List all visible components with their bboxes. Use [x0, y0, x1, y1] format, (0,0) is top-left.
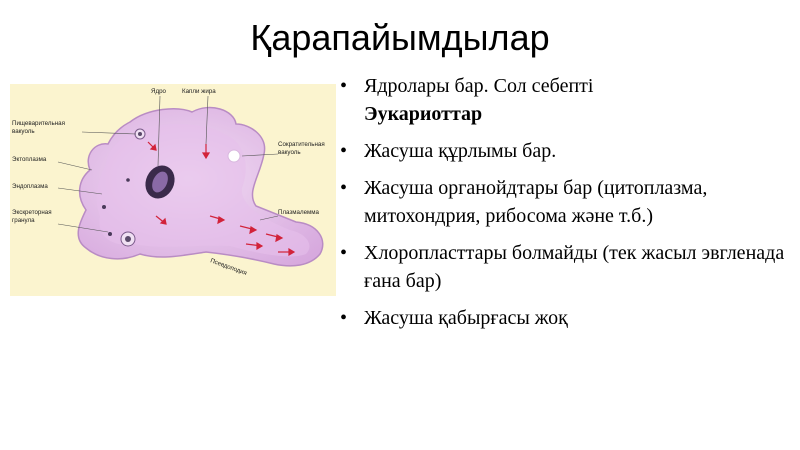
- bullet-item: [338, 304, 790, 332]
- label-pseudopodium: Псевдоподия: [209, 257, 248, 277]
- label-plasmalemma: Плазмалемма: [278, 209, 319, 216]
- label-contractile-vacuole-2: вакуоль: [278, 149, 301, 156]
- bullet-text: Жасуша қабырғасы жоқ: [364, 307, 568, 329]
- bullet-text: Хлоропласттары болмайды (тек жасыл эвгленада ғана бар): [364, 242, 785, 292]
- label-contractile-vacuole: Сократительная: [278, 141, 325, 148]
- amoeba-illustration: [10, 84, 336, 296]
- bullet-dot: •: [340, 75, 348, 97]
- label-fat-drops: Капли жира: [182, 88, 216, 95]
- bullet-item: [338, 239, 790, 295]
- amoeba-diagram: [10, 84, 336, 296]
- bullet-item: [338, 174, 790, 230]
- bullet-item: [338, 72, 790, 128]
- bullet-dot: •: [340, 242, 348, 264]
- bullet-list: [338, 72, 790, 341]
- bullet-dot: •: [340, 307, 348, 329]
- label-ectoplasm: Эктоплазма: [12, 156, 47, 163]
- bullet-dot: •: [340, 177, 348, 199]
- label-excretory-granule: Экскреторная: [12, 209, 52, 216]
- bullet-dot: •: [340, 140, 348, 162]
- bullet-item: [338, 137, 790, 165]
- slide-title: Қарапайымдылар: [250, 17, 550, 58]
- bullet-text: Ядролары бар. Сол себепті: [364, 75, 594, 97]
- label-excretory-granule-2: гранула: [12, 217, 35, 224]
- label-nucleus: Ядро: [151, 88, 166, 95]
- label-digestive-vacuole: Пищеварительная: [12, 120, 65, 127]
- bullet-text: Жасуша органойдтары бар (цитоплазма, митохондрия, рибосома және т.б.): [364, 177, 708, 227]
- contractile-vacuole: [228, 150, 240, 162]
- label-endoplasm: Эндоплазма: [12, 183, 48, 190]
- bullet-text: Жасуша құрлымы бар.: [364, 140, 557, 162]
- label-digestive-vacuole-2: вакуоль: [12, 128, 35, 135]
- bullet-bold-text: Эукариоттар: [364, 103, 483, 125]
